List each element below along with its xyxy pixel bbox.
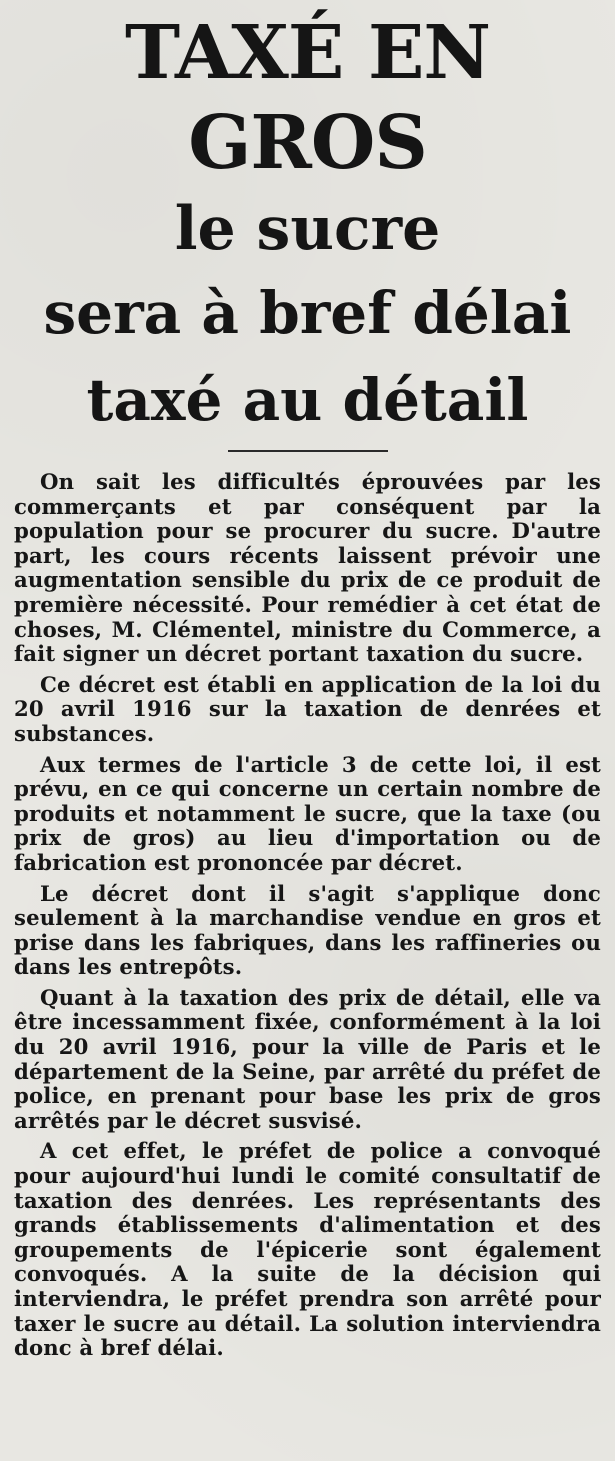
article-body bbox=[14, 470, 601, 1361]
headline-line-1: TAXÉ EN GROS bbox=[124, 10, 491, 186]
headline-line-3: sera à bref délai bbox=[43, 279, 572, 347]
article-paragraph-2: Ce décret est établi en application de la loi du 20 avril 1916 sur la taxation de denrées et substances. bbox=[14, 671, 601, 746]
headline-line-4: taxé au détail bbox=[86, 366, 529, 434]
headline-divider bbox=[228, 450, 388, 452]
article-paragraph-3: Aux termes de l'article 3 de cette loi, il est prévu, en ce qui concerne un certain nombre de produits et notamment le sucre, que la taxe (ou prix de gros) au lieu d'importation ou de fabrication est prononcée par décret. bbox=[14, 751, 601, 875]
article-paragraph-1: On sait les difficultés éprouvées par les commerçants et par conséquent par la population pour se procurer du sucre. D'autre part, les cours récents laissent prévoir une augmentation sensible du prix de ce produit de première nécessité. Pour remédier à cet état de choses, M. Clémentel, ministre du Commerce, a fait signer un décret portant taxation du sucre. bbox=[14, 469, 601, 667]
article-paragraph-6: A cet effet, le préfet de police a convoqué pour aujourd'hui lundi le comité consultatif de taxation des denrées. Les représentants des grands établissements d'alimentation et des groupements de l'épicerie sont également convoqués. A la suite de la décision qui interviendra, le préfet prendra son arrêté pour taxer le sucre au détail. La solution interviendra donc à bref délai. bbox=[14, 1138, 601, 1361]
headline-line-2: le sucre bbox=[174, 194, 441, 264]
article-paragraph-4: Le décret dont il s'agit s'applique donc seulement à la marchandise vendue en gros et prise dans les fabriques, dans les raffineries ou dans les entrepôts. bbox=[14, 880, 601, 980]
article-paragraph-5: Quant à la taxation des prix de détail, elle va être incessamment fixée, conformément à la loi du 20 avril 1916, pour la ville de Paris et le département de la Seine, par arrêté du préfet de police, en prenant pour base les prix de gros arrêtés par le décret susvisé. bbox=[14, 984, 601, 1133]
